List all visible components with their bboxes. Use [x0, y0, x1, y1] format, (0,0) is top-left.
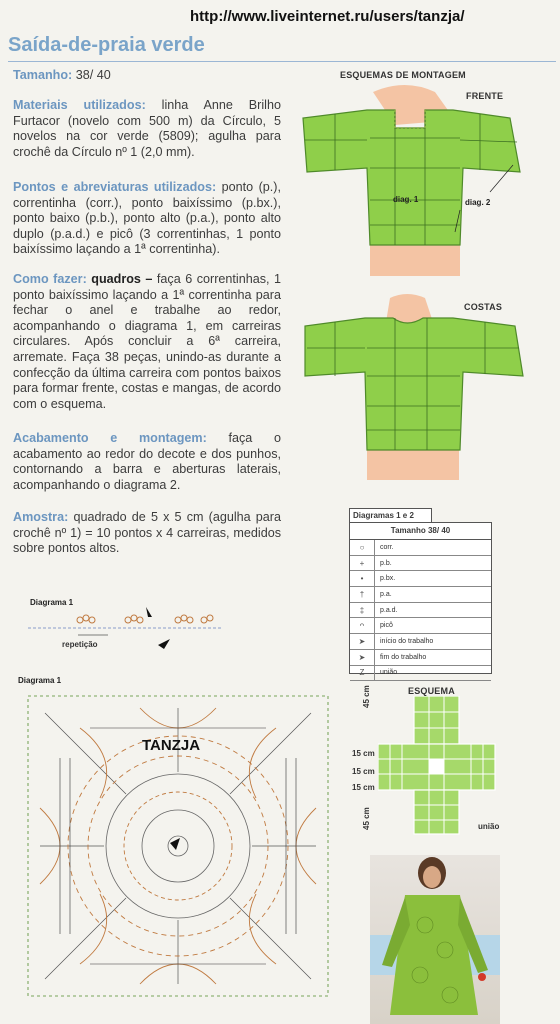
model-photo	[370, 855, 500, 1024]
legend-symbol: ➤	[350, 650, 375, 665]
back-label: COSTAS	[464, 302, 503, 312]
gauge-value: quadrado de 5 x 5 cm (agulha para crochê nº 1) = 10 pontos x 4 carreiras, medidos sobre pontos altos.	[13, 510, 281, 556]
dim-15-a: 15 cm	[352, 749, 375, 758]
title-rule	[8, 61, 556, 62]
legend-row	[350, 650, 491, 666]
legend-row	[350, 634, 491, 650]
legend-text: p.a.d.	[380, 606, 398, 614]
legend-text: fim do trabalho	[380, 653, 427, 661]
legend-row	[350, 556, 491, 572]
repeat-label: repetição	[62, 640, 98, 649]
legend-text: união	[380, 669, 398, 677]
finishing-label: Acabamento e montagem:	[13, 431, 207, 445]
esquema-grid	[378, 696, 498, 836]
stitches-label: Pontos e abreviaturas utilizados:	[13, 180, 217, 194]
legend-row	[350, 571, 491, 587]
legend-tab: Diagramas 1 e 2	[349, 508, 432, 523]
legend-text: p.a.	[380, 590, 392, 598]
pattern-title: Saída-de-praia verde	[8, 34, 205, 56]
size-value: 38/ 40	[72, 68, 111, 82]
size-label: Tamanho:	[13, 68, 73, 82]
front-label: FRENTE	[466, 91, 504, 101]
union-label: união	[478, 822, 500, 831]
back-schematic	[295, 288, 525, 488]
legend-text: picô	[380, 622, 393, 630]
legend-symbol: †	[350, 587, 375, 602]
legend-symbol: Z	[350, 666, 375, 681]
esquema-title: ESQUEMA	[408, 686, 455, 696]
stitches-paragraph	[13, 180, 281, 258]
materials-label: Materiais utilizados:	[13, 98, 146, 112]
dim-top: 45 cm	[362, 685, 371, 708]
howto-value: faça 6 correntinhas, 1 ponto baixíssimo laçando a 1ª correntinha para fechar o anel e trabalhe ao redor, acompanhando o diagrama 1, em carreiras circulares. Após concluir a 6ª carreira, arremate. Faça 38 peças, unindo-as durante a confecção da última carreira com pontos baixos para formar frente, costas e mangas, de acordo com o esquema.	[13, 272, 282, 411]
dim-bottom: 45 cm	[362, 807, 371, 830]
dim-15-c: 15 cm	[352, 783, 375, 792]
finishing-value: faça o acabamento ao redor do decote e dos punhos, contornando a barra e aberturas laterais, acompanhando o diagrama 2.	[13, 431, 282, 492]
howto-paragraph	[13, 272, 281, 412]
square-motif-diagram	[20, 688, 340, 1008]
legend-text: p.bx.	[380, 575, 396, 583]
legend-row	[350, 666, 491, 682]
legend-row	[350, 540, 491, 556]
legend-symbol: ○	[350, 540, 375, 555]
schematics-title: ESQUEMAS DE MONTAGEM	[340, 70, 466, 80]
watermark-text: TANZJA	[142, 737, 201, 754]
legend-header: Tamanho 38/ 40	[350, 523, 491, 540]
howto-label: Como fazer:	[13, 272, 87, 286]
materials-paragraph	[13, 98, 281, 160]
front-schematic	[295, 80, 525, 280]
diag1-label: diag. 1	[393, 195, 419, 204]
size-paragraph	[13, 68, 281, 84]
diagram1-label: Diagrama 1	[18, 676, 62, 685]
legend-row	[350, 618, 491, 634]
legend-text: início do trabalho	[380, 637, 434, 645]
edging-diagram	[28, 605, 228, 655]
legend-symbol: •	[350, 571, 375, 586]
legend-text: corr.	[380, 543, 394, 551]
legend-symbol: ➤	[350, 634, 375, 649]
materials-value: linha Anne Brilho Furtacor (novelo com 500 m) da Círculo, 5 novelos na cor verde (5809); agulha para crochê da Círculo nº 1 (2,0 mm).	[13, 98, 281, 159]
diag2-label: diag. 2	[465, 198, 491, 207]
gauge-paragraph	[13, 510, 281, 557]
howto-bold: quadros –	[86, 272, 153, 286]
legend-text: p.b.	[380, 559, 392, 567]
legend-row	[350, 587, 491, 603]
legend-symbol: ‡	[350, 603, 375, 618]
legend-symbol: ᴖ	[350, 618, 375, 633]
diagram2-label: Diagrama 1	[30, 598, 74, 607]
legend-symbol: +	[350, 556, 375, 571]
legend-row	[350, 603, 491, 619]
gauge-label: Amostra:	[13, 510, 69, 524]
stitches-value: ponto (p.), correntinha (corr.), ponto baixíssimo (p.bx.), ponto baixo (p.b.), ponto alto (p.a.), ponto alto duplo (p.a.d.) e picô (3 correntinhas, 1 ponto baixíssimo laçando a 1ª correntinha).	[13, 180, 281, 257]
source-url[interactable]: http://www.liveinternet.ru/users/tanzja/	[190, 8, 465, 25]
dim-15-b: 15 cm	[352, 767, 375, 776]
legend-table	[349, 522, 492, 678]
finishing-paragraph	[13, 431, 281, 493]
